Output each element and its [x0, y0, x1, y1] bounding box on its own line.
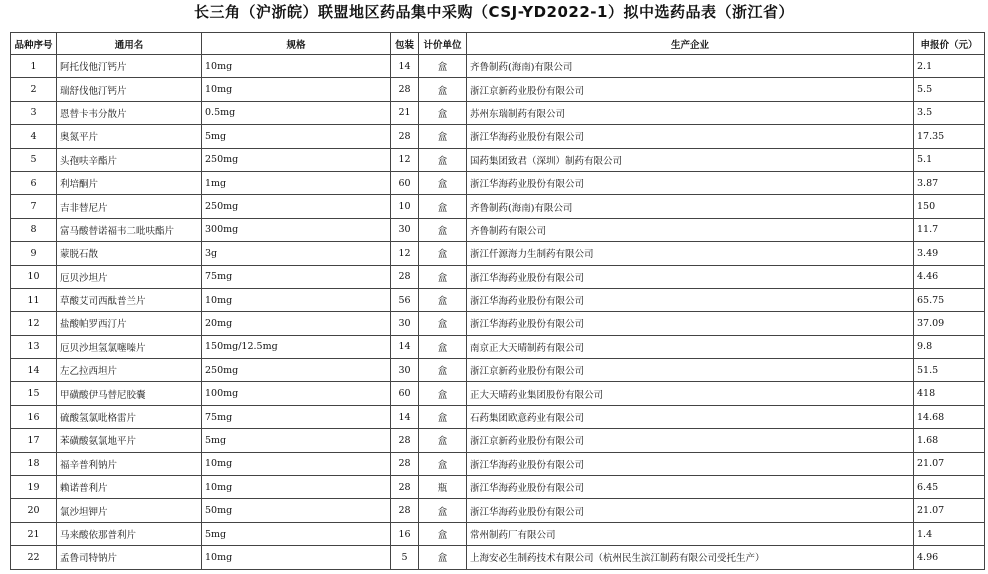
seq-cell: 10	[11, 265, 57, 288]
drug-name-cell: 瑞舒伐他汀钙片	[57, 78, 202, 101]
pack-cell: 12	[391, 148, 419, 171]
unit-cell: 盒	[419, 429, 467, 452]
manufacturer-cell: 上海安必生制药技术有限公司（杭州民生滨江制药有限公司受托生产）	[467, 546, 914, 569]
price-cell: 21.07	[914, 499, 985, 522]
pack-cell: 14	[391, 55, 419, 78]
manufacturer-cell: 南京正大天晴制药有限公司	[467, 335, 914, 358]
drug-name-cell: 恩替卡韦分散片	[57, 101, 202, 124]
seq-cell: 16	[11, 405, 57, 428]
table-row	[11, 335, 985, 358]
drug-name-cell: 硫酸氢氯吡格雷片	[57, 405, 202, 428]
drug-name-cell: 蒙脱石散	[57, 242, 202, 265]
table-row	[11, 242, 985, 265]
spec-cell: 150mg/12.5mg	[202, 335, 391, 358]
table-row	[11, 171, 985, 194]
pack-cell: 12	[391, 242, 419, 265]
price-cell: 3.87	[914, 171, 985, 194]
spec-cell: 50mg	[202, 499, 391, 522]
manufacturer-cell: 浙江华海药业股份有限公司	[467, 499, 914, 522]
spec-cell: 5mg	[202, 429, 391, 452]
pack-cell: 28	[391, 476, 419, 499]
pack-cell: 56	[391, 288, 419, 311]
unit-cell: 盒	[419, 359, 467, 382]
table-row	[11, 288, 985, 311]
pack-cell: 14	[391, 335, 419, 358]
unit-cell: 盒	[419, 499, 467, 522]
drug-name-cell: 盐酸帕罗西汀片	[57, 312, 202, 335]
seq-cell: 15	[11, 382, 57, 405]
price-cell: 5.1	[914, 148, 985, 171]
seq-cell: 3	[11, 101, 57, 124]
price-cell: 21.07	[914, 452, 985, 475]
spec-cell: 10mg	[202, 546, 391, 569]
unit-cell: 盒	[419, 382, 467, 405]
price-cell: 4.46	[914, 265, 985, 288]
unit-cell: 盒	[419, 55, 467, 78]
price-cell: 51.5	[914, 359, 985, 382]
drug-name-cell: 左乙拉西坦片	[57, 359, 202, 382]
spec-cell: 300mg	[202, 218, 391, 241]
unit-cell: 盒	[419, 218, 467, 241]
pack-cell: 30	[391, 359, 419, 382]
seq-cell: 8	[11, 218, 57, 241]
manufacturer-cell: 浙江华海药业股份有限公司	[467, 452, 914, 475]
manufacturer-cell: 苏州东瑞制药有限公司	[467, 101, 914, 124]
price-cell: 3.49	[914, 242, 985, 265]
seq-cell: 22	[11, 546, 57, 569]
pack-cell: 14	[391, 405, 419, 428]
pack-cell: 30	[391, 218, 419, 241]
manufacturer-cell: 浙江华海药业股份有限公司	[467, 312, 914, 335]
price-cell: 5.5	[914, 78, 985, 101]
drug-table	[10, 32, 985, 570]
spec-cell: 75mg	[202, 265, 391, 288]
seq-cell: 11	[11, 288, 57, 311]
seq-cell: 4	[11, 125, 57, 148]
drug-name-cell: 马来酸依那普利片	[57, 522, 202, 545]
price-cell: 14.68	[914, 405, 985, 428]
spec-cell: 250mg	[202, 148, 391, 171]
price-cell: 1.68	[914, 429, 985, 452]
drug-name-cell: 福辛普利钠片	[57, 452, 202, 475]
drug-name-cell: 氯沙坦钾片	[57, 499, 202, 522]
seq-cell: 12	[11, 312, 57, 335]
spec-cell: 10mg	[202, 78, 391, 101]
spec-cell: 250mg	[202, 359, 391, 382]
seq-cell: 7	[11, 195, 57, 218]
drug-name-cell: 苯磺酸氨氯地平片	[57, 429, 202, 452]
spec-cell: 1mg	[202, 171, 391, 194]
table-row	[11, 312, 985, 335]
manufacturer-cell: 齐鲁制药(海南)有限公司	[467, 55, 914, 78]
unit-cell: 盒	[419, 312, 467, 335]
seq-cell: 5	[11, 148, 57, 171]
drug-name-cell: 利培酮片	[57, 171, 202, 194]
manufacturer-cell: 国药集团致君（深圳）制药有限公司	[467, 148, 914, 171]
price-cell: 150	[914, 195, 985, 218]
price-cell: 3.5	[914, 101, 985, 124]
drug-name-cell: 厄贝沙坦氢氯噻嗪片	[57, 335, 202, 358]
unit-cell: 盒	[419, 405, 467, 428]
drug-name-cell: 赖诺普利片	[57, 476, 202, 499]
manufacturer-cell: 石药集团欧意药业有限公司	[467, 405, 914, 428]
price-cell: 1.4	[914, 522, 985, 545]
manufacturer-cell: 浙江京新药业股份有限公司	[467, 429, 914, 452]
table-row	[11, 218, 985, 241]
manufacturer-cell: 浙江华海药业股份有限公司	[467, 265, 914, 288]
table-row	[11, 125, 985, 148]
col-header-seq: 品种序号	[11, 33, 57, 55]
drug-name-cell: 头孢呋辛酯片	[57, 148, 202, 171]
table-row	[11, 476, 985, 499]
drug-name-cell: 吉非替尼片	[57, 195, 202, 218]
spec-cell: 0.5mg	[202, 101, 391, 124]
manufacturer-cell: 正大天晴药业集团股份有限公司	[467, 382, 914, 405]
pack-cell: 60	[391, 382, 419, 405]
drug-name-cell: 奥氮平片	[57, 125, 202, 148]
price-cell: 2.1	[914, 55, 985, 78]
table-row	[11, 148, 985, 171]
price-cell: 17.35	[914, 125, 985, 148]
unit-cell: 盒	[419, 125, 467, 148]
table-row	[11, 405, 985, 428]
spec-cell: 5mg	[202, 522, 391, 545]
seq-cell: 19	[11, 476, 57, 499]
unit-cell: 盒	[419, 522, 467, 545]
seq-cell: 14	[11, 359, 57, 382]
table-body	[11, 55, 985, 570]
pack-cell: 30	[391, 312, 419, 335]
table-row	[11, 265, 985, 288]
manufacturer-cell: 浙江华海药业股份有限公司	[467, 171, 914, 194]
drug-name-cell: 孟鲁司特钠片	[57, 546, 202, 569]
spec-cell: 20mg	[202, 312, 391, 335]
spec-cell: 100mg	[202, 382, 391, 405]
unit-cell: 盒	[419, 335, 467, 358]
seq-cell: 1	[11, 55, 57, 78]
manufacturer-cell: 常州制药厂有限公司	[467, 522, 914, 545]
page-title: 长三角（沪浙皖）联盟地区药品集中采购（CSJ-YD2022-1）拟中选药品表（浙江省）	[194, 3, 794, 21]
seq-cell: 20	[11, 499, 57, 522]
pack-cell: 28	[391, 265, 419, 288]
col-header-pack: 包装	[391, 33, 419, 55]
spec-cell: 250mg	[202, 195, 391, 218]
manufacturer-cell: 浙江仟源海力生制药有限公司	[467, 242, 914, 265]
table-row	[11, 195, 985, 218]
col-header-unit: 计价单位	[419, 33, 467, 55]
table-row	[11, 429, 985, 452]
seq-cell: 2	[11, 78, 57, 101]
price-cell: 418	[914, 382, 985, 405]
seq-cell: 17	[11, 429, 57, 452]
pack-cell: 16	[391, 522, 419, 545]
drug-name-cell: 草酸艾司西酞普兰片	[57, 288, 202, 311]
pack-cell: 28	[391, 499, 419, 522]
unit-cell: 盒	[419, 195, 467, 218]
manufacturer-cell: 浙江华海药业股份有限公司	[467, 288, 914, 311]
price-cell: 65.75	[914, 288, 985, 311]
seq-cell: 9	[11, 242, 57, 265]
manufacturer-cell: 浙江京新药业股份有限公司	[467, 359, 914, 382]
unit-cell: 盒	[419, 242, 467, 265]
table-row	[11, 546, 985, 569]
table-header-row	[11, 33, 985, 55]
manufacturer-cell: 浙江华海药业股份有限公司	[467, 476, 914, 499]
pack-cell: 28	[391, 125, 419, 148]
table-row	[11, 101, 985, 124]
unit-cell: 盒	[419, 452, 467, 475]
price-cell: 11.7	[914, 218, 985, 241]
spec-cell: 75mg	[202, 405, 391, 428]
unit-cell: 盒	[419, 78, 467, 101]
seq-cell: 21	[11, 522, 57, 545]
pack-cell: 21	[391, 101, 419, 124]
unit-cell: 盒	[419, 171, 467, 194]
drug-name-cell: 富马酸替诺福韦二吡呋酯片	[57, 218, 202, 241]
spec-cell: 5mg	[202, 125, 391, 148]
manufacturer-cell: 浙江华海药业股份有限公司	[467, 125, 914, 148]
pack-cell: 60	[391, 171, 419, 194]
price-cell: 4.96	[914, 546, 985, 569]
table-row	[11, 522, 985, 545]
seq-cell: 6	[11, 171, 57, 194]
table-row	[11, 452, 985, 475]
unit-cell: 盒	[419, 265, 467, 288]
unit-cell: 盒	[419, 546, 467, 569]
table-row	[11, 55, 985, 78]
manufacturer-cell: 齐鲁制药有限公司	[467, 218, 914, 241]
pack-cell: 5	[391, 546, 419, 569]
spec-cell: 10mg	[202, 452, 391, 475]
pack-cell: 28	[391, 78, 419, 101]
unit-cell: 瓶	[419, 476, 467, 499]
table-row	[11, 78, 985, 101]
col-header-spec: 规格	[202, 33, 391, 55]
pack-cell: 28	[391, 452, 419, 475]
pack-cell: 10	[391, 195, 419, 218]
pack-cell: 28	[391, 429, 419, 452]
seq-cell: 13	[11, 335, 57, 358]
seq-cell: 18	[11, 452, 57, 475]
price-cell: 37.09	[914, 312, 985, 335]
manufacturer-cell: 齐鲁制药(海南)有限公司	[467, 195, 914, 218]
drug-name-cell: 甲磺酸伊马替尼胶囊	[57, 382, 202, 405]
table-row	[11, 359, 985, 382]
spec-cell: 10mg	[202, 55, 391, 78]
price-cell: 9.8	[914, 335, 985, 358]
price-cell: 6.45	[914, 476, 985, 499]
col-header-name: 通用名	[57, 33, 202, 55]
spec-cell: 3g	[202, 242, 391, 265]
col-header-manufacturer: 生产企业	[467, 33, 914, 55]
unit-cell: 盒	[419, 148, 467, 171]
drug-name-cell: 阿托伐他汀钙片	[57, 55, 202, 78]
table-row	[11, 499, 985, 522]
unit-cell: 盒	[419, 101, 467, 124]
spec-cell: 10mg	[202, 476, 391, 499]
manufacturer-cell: 浙江京新药业股份有限公司	[467, 78, 914, 101]
table-row	[11, 382, 985, 405]
unit-cell: 盒	[419, 288, 467, 311]
spec-cell: 10mg	[202, 288, 391, 311]
col-header-price: 申报价（元）	[914, 33, 985, 55]
drug-name-cell: 厄贝沙坦片	[57, 265, 202, 288]
